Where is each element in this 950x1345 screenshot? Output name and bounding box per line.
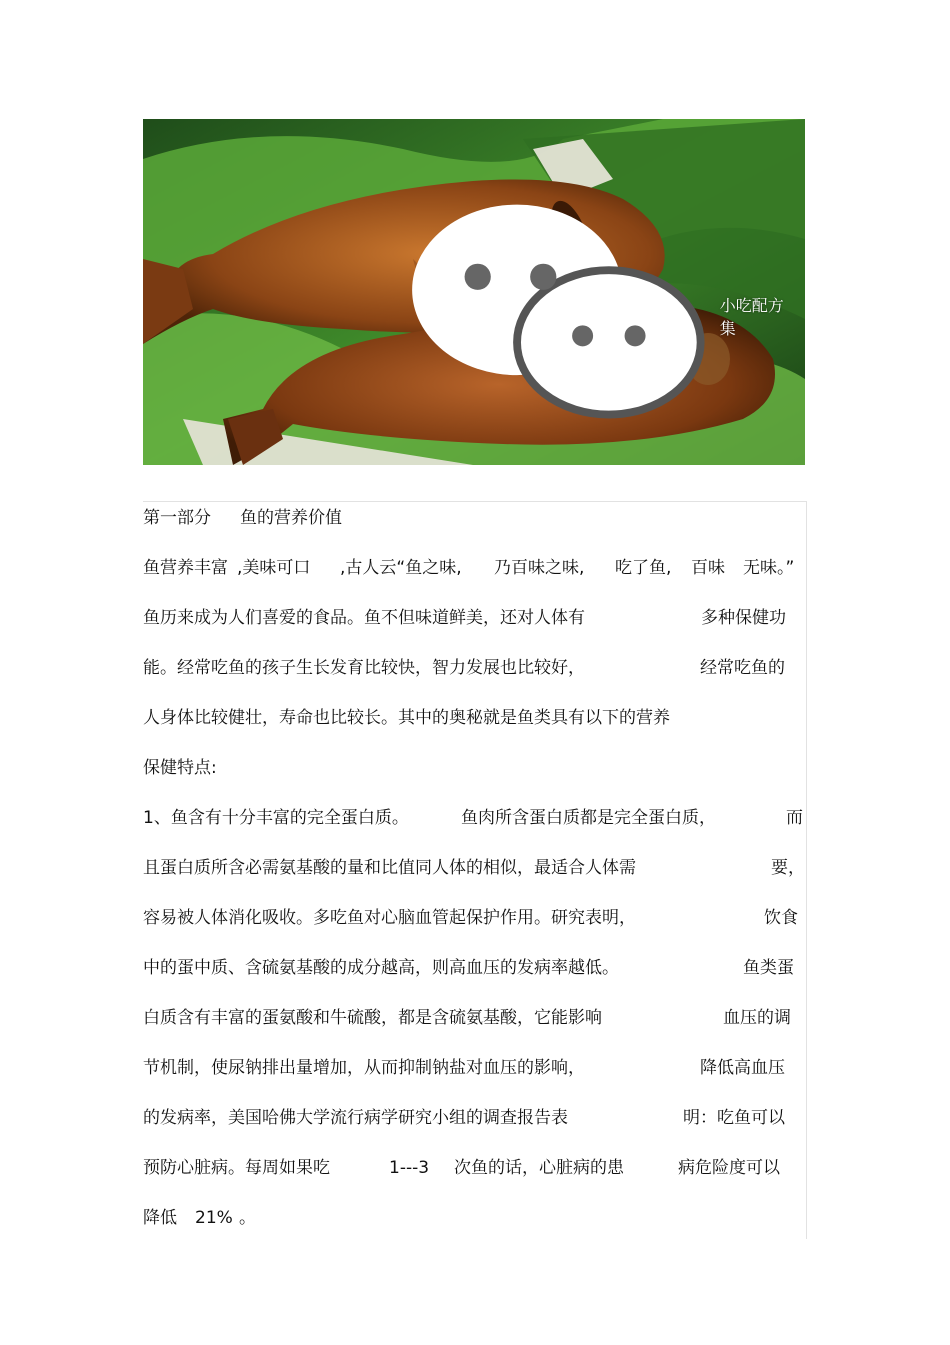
text-segment: 百味 [691, 558, 725, 578]
text-segment: 1、鱼含有十分丰富的完全蛋白质。 [143, 808, 409, 828]
text-segment: 血压的调 [723, 1008, 791, 1028]
text-segment: 降低高血压 [700, 1058, 785, 1078]
paragraph-line [143, 605, 793, 631]
text-segment: 人身体比较健壮，寿命也比较长。其中的奥秘就是鱼类具有以下的营养 [143, 708, 670, 728]
text-segment: 白质含有丰富的蛋氨酸和牛硫酸，都是含硫氨基酸，它能影响 [143, 1008, 602, 1028]
text-segment: 容易被人体消化吸收。多吃鱼对心脑血管起保护作用。研究表明， [143, 908, 636, 928]
text-segment: 。 [239, 1208, 256, 1228]
text-segment: 饮食 [764, 908, 798, 928]
text-segment: 而 [786, 808, 803, 828]
paragraph-line [143, 905, 798, 931]
paragraph-line [143, 655, 793, 681]
fried-fish-photo [143, 119, 805, 465]
section-part: 第一部分 [143, 508, 211, 528]
text-segment: 鱼肉所含蛋白质都是完全蛋白质， [461, 808, 716, 828]
text-segment: 明：吃鱼可以 [683, 1108, 785, 1128]
text-segment: 能。经常吃鱼的孩子生长发育比较快，智力发展也比较好， [143, 658, 585, 678]
text-segment: 1---3 [389, 1158, 430, 1178]
paragraph-line [143, 555, 793, 581]
text-segment: 鱼历来成为人们喜爱的食品。鱼不但味道鲜美，还对人体有 [143, 608, 585, 628]
text-segment: ,美味可口 [237, 558, 311, 578]
text-segment: 降低 [143, 1208, 177, 1228]
watermark-text: 小吃配方集 [719, 295, 784, 338]
paragraph-line [143, 855, 805, 881]
paragraph-line [143, 955, 793, 981]
text-segment: 吃了鱼, [615, 558, 672, 578]
text-segment: 无味。” [743, 558, 795, 578]
text-segment: 中的蛋中质、含硫氨基酸的成分越高，则高血压的发病率越低。 [143, 958, 619, 978]
text-segment: 病危险度可以 [678, 1158, 780, 1178]
paragraph-line [143, 1155, 793, 1181]
text-segment: 经常吃鱼的 [700, 658, 785, 678]
text-segment: 21% [195, 1208, 233, 1228]
watermark [399, 185, 785, 447]
paragraph-line [143, 755, 793, 781]
section-title: 鱼的营养价值 [240, 508, 342, 528]
paragraph-line [143, 1205, 793, 1231]
text-segment: 保健特点: [143, 758, 217, 778]
text-segment: 预防心脏病。每周如果吃 [143, 1158, 330, 1178]
text-segment: ,古人云“鱼之味, [340, 558, 462, 578]
paragraph-line [143, 805, 803, 831]
text-segment: 的发病率，美国哈佛大学流行病学研究小组的调查报告表 [143, 1108, 568, 1128]
wechat-icon [399, 185, 714, 447]
text-segment: 次鱼的话，心脏病的患 [454, 1158, 624, 1178]
text-segment: 多种保健功 [701, 608, 786, 628]
section-heading [143, 505, 793, 531]
text-segment: 鱼营养丰富 [143, 558, 228, 578]
paragraph-line [143, 705, 793, 731]
text-segment: 要， [771, 858, 805, 878]
text-segment: 乃百味之味, [494, 558, 585, 578]
text-segment: 且蛋白质所含必需氨基酸的量和比值同人体的相似，最适合人体需 [143, 858, 636, 878]
paragraph-line [143, 1105, 793, 1131]
text-segment: 节机制，使尿钠排出量增加，从而抑制钠盐对血压的影响， [143, 1058, 585, 1078]
text-segment: 鱼类蛋 [743, 958, 794, 978]
paragraph-line [143, 1005, 793, 1031]
paragraph-line [143, 1055, 793, 1081]
